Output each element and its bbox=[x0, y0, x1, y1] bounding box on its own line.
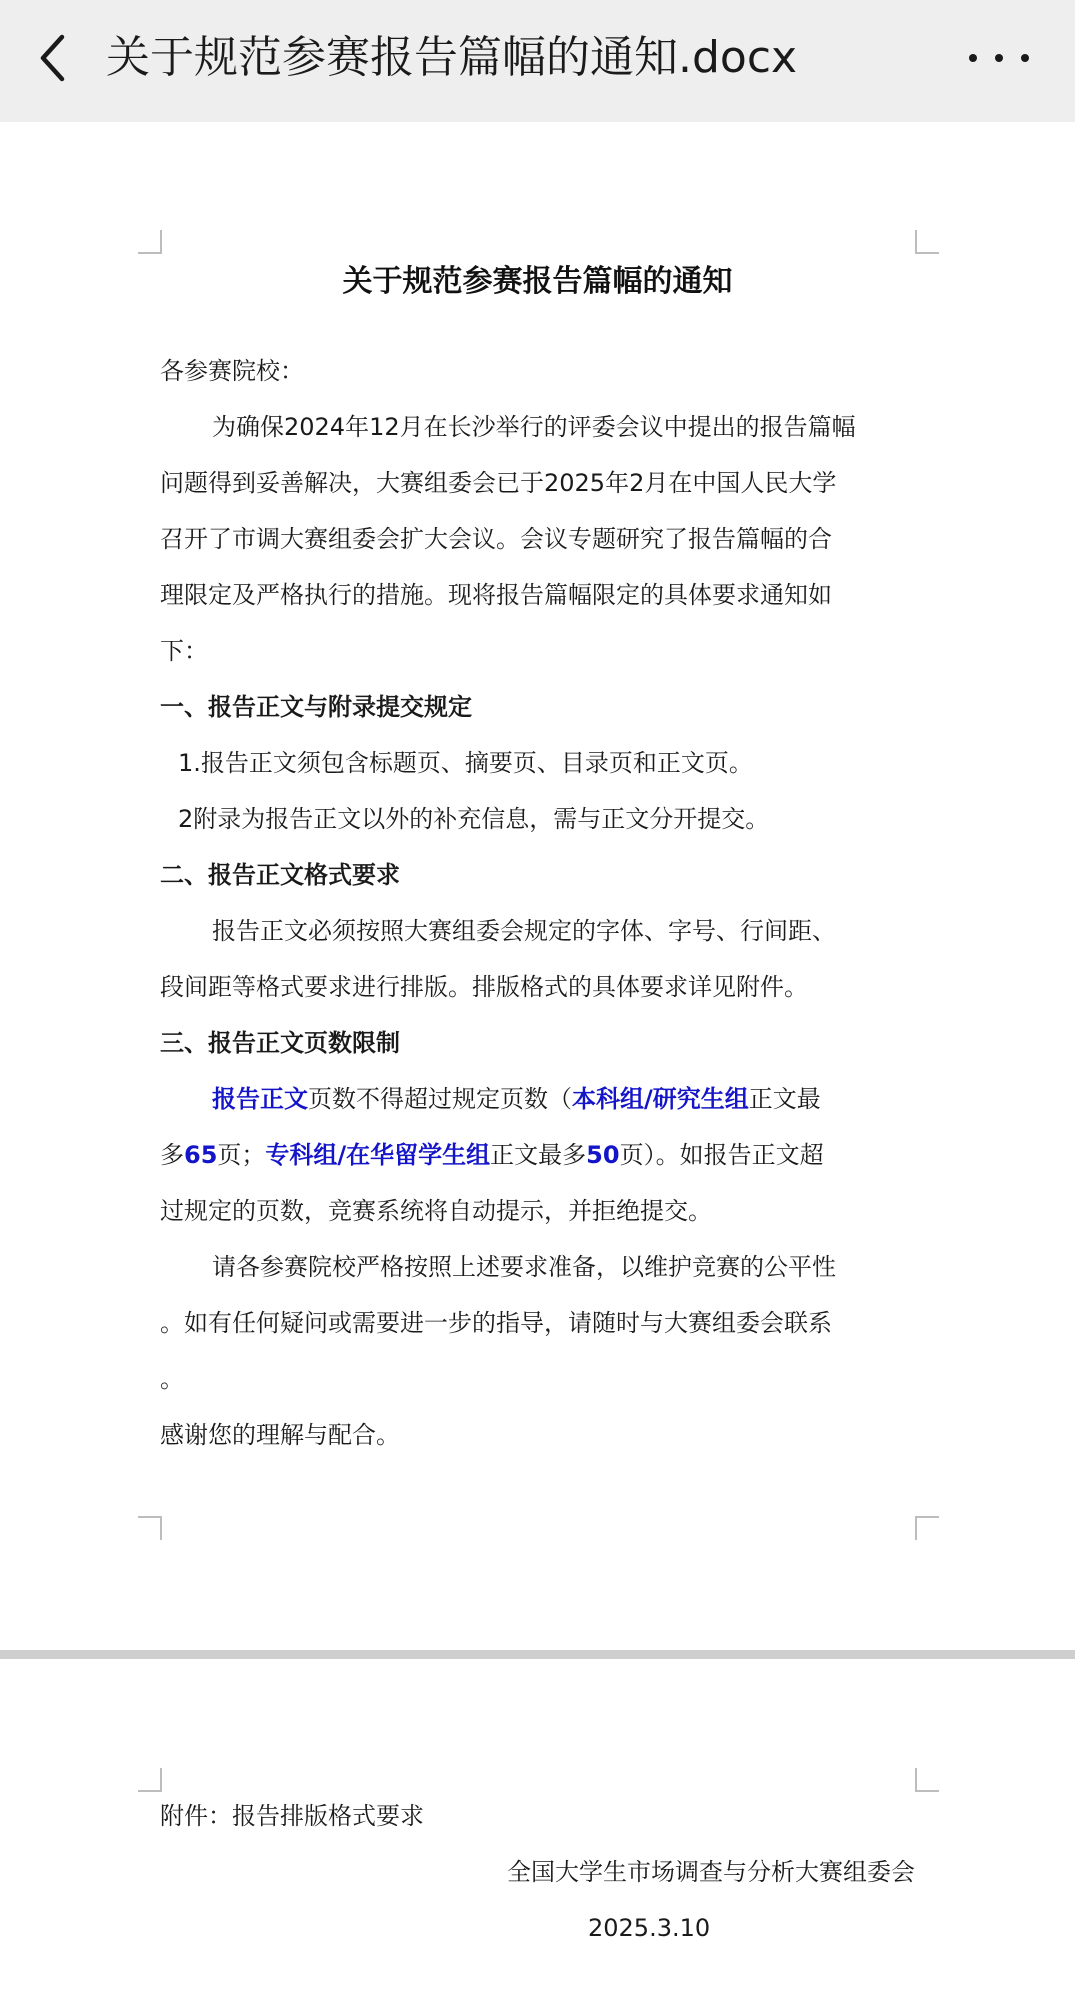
paragraph-text: 正文最 bbox=[748, 1085, 821, 1113]
paragraph-line: 报告正文必须按照大赛组委会规定的字体、字号、行间距、 bbox=[212, 917, 836, 945]
section-heading-2: 二、报告正文格式要求 bbox=[160, 861, 400, 889]
paragraph-line: 召开了市调大赛组委会扩大会议。会议专题研究了报告篇幅的合 bbox=[160, 525, 832, 553]
thanks-line: 感谢您的理解与配合。 bbox=[160, 1421, 400, 1449]
paragraph-line: 。如有任何疑问或需要进一步的指导，请随时与大赛组委会联系 bbox=[160, 1309, 832, 1337]
highlight-number: 65 bbox=[184, 1141, 218, 1169]
chevron-left-icon bbox=[38, 33, 68, 83]
paragraph-line: 请各参赛院校严格按照上述要求准备，以维护竞赛的公平性 bbox=[212, 1253, 836, 1281]
paragraph-text: 多 bbox=[160, 1141, 184, 1169]
more-dot bbox=[1021, 54, 1029, 62]
section-heading-3: 三、报告正文页数限制 bbox=[160, 1029, 400, 1057]
paragraph-line: 下： bbox=[160, 637, 208, 665]
paragraph-line: 过规定的页数，竞赛系统将自动提示，并拒绝提交。 bbox=[160, 1197, 712, 1225]
greeting: 各参赛院校： bbox=[160, 357, 304, 385]
page-corner-mark bbox=[915, 1516, 939, 1540]
page-corner-mark bbox=[138, 230, 162, 254]
document-page-1 bbox=[0, 122, 1075, 1650]
attachment-line: 附件：报告排版格式要求 bbox=[160, 1802, 424, 1830]
highlight-text: 专科组/在华留学生组 bbox=[265, 1141, 491, 1169]
paragraph-line: 理限定及严格执行的措施。现将报告篇幅限定的具体要求通知如 bbox=[160, 581, 832, 609]
paragraph-line: 。 bbox=[160, 1365, 184, 1393]
paragraph-text: 页）。如报告正文超 bbox=[619, 1141, 824, 1169]
paragraph-text: 正文最多 bbox=[490, 1141, 587, 1169]
page-divider bbox=[0, 1650, 1075, 1659]
top-bar bbox=[0, 0, 1075, 122]
paragraph-line: 问题得到妥善解决，大赛组委会已于2025年2月在中国人民大学 bbox=[160, 469, 837, 497]
organization-signature: 全国大学生市场调查与分析大赛组委会 bbox=[507, 1858, 915, 1886]
list-item: 1.报告正文须包含标题页、摘要页、目录页和正文页。 bbox=[178, 749, 753, 777]
more-dot bbox=[995, 54, 1003, 62]
highlight-number: 50 bbox=[586, 1141, 620, 1169]
document-page-2 bbox=[0, 1659, 1075, 2007]
paragraph-line: 段间距等格式要求进行排版。排版格式的具体要求详见附件。 bbox=[160, 973, 808, 1001]
paragraph-text: 页数不得超过规定页数（ bbox=[308, 1085, 572, 1113]
page-corner-mark bbox=[138, 1768, 162, 1792]
back-button[interactable] bbox=[28, 26, 78, 90]
more-button[interactable] bbox=[969, 40, 1029, 76]
section-heading-1: 一、报告正文与附录提交规定 bbox=[160, 693, 472, 721]
paragraph-line: 为确保2024年12月在长沙举行的评委会议中提出的报告篇幅 bbox=[212, 413, 856, 441]
page-corner-mark bbox=[915, 230, 939, 254]
paragraph-text: 页； bbox=[217, 1141, 266, 1169]
doc-heading: 关于规范参赛报告篇幅的通知 bbox=[342, 264, 733, 299]
page-corner-mark bbox=[915, 1768, 939, 1792]
list-item: 2附录为报告正文以外的补充信息，需与正文分开提交。 bbox=[178, 805, 770, 833]
document-date: 2025.3.10 bbox=[588, 1914, 711, 1942]
paragraph-line bbox=[212, 1082, 915, 1116]
highlight-text: 报告正文 bbox=[212, 1085, 308, 1113]
paragraph-line bbox=[160, 1138, 915, 1172]
more-dot bbox=[969, 54, 977, 62]
highlight-text: 本科组/研究生组 bbox=[572, 1085, 749, 1113]
page-corner-mark bbox=[138, 1516, 162, 1540]
document-title: 关于规范参赛报告篇幅的通知.docx bbox=[106, 32, 798, 83]
